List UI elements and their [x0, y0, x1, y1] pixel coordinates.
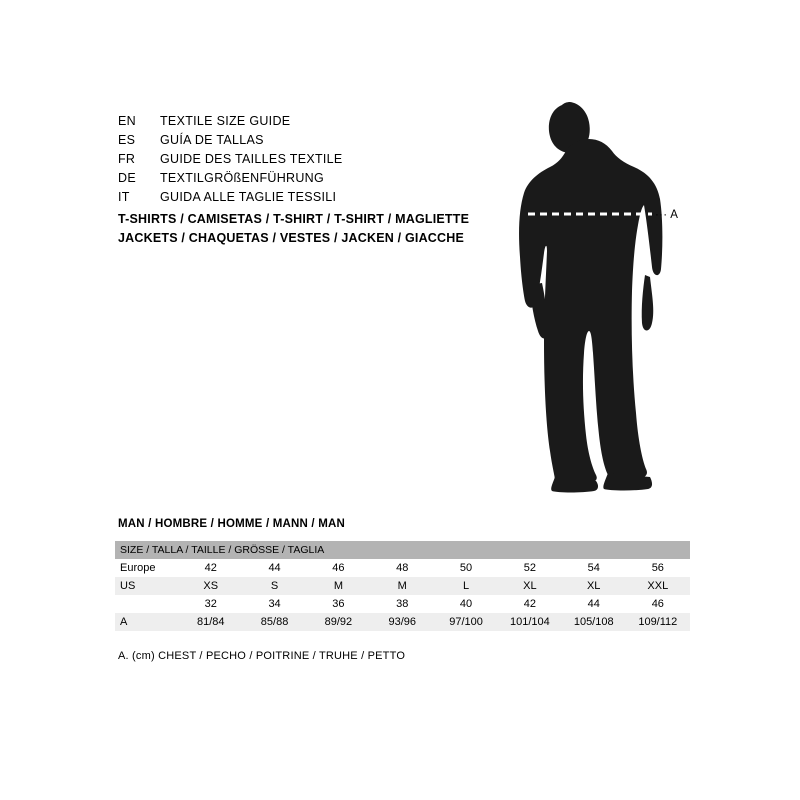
language-row-fr [118, 150, 343, 169]
table-title-man: MAN / HOMBRE / HOMME / MANN / MAN [118, 518, 346, 530]
cell: 109/112 [626, 613, 690, 631]
language-code-es: ES [118, 133, 136, 147]
category-jackets: JACKETS / CHAQUETAS / VESTES / JACKEN / GIACCHE [118, 231, 465, 245]
cell: 34 [243, 595, 307, 613]
cell: 52 [498, 559, 562, 577]
cell: 32 [179, 595, 243, 613]
row-label-europe: Europe [115, 559, 179, 577]
cell: XL [498, 577, 562, 595]
cell: 42 [179, 559, 243, 577]
row-label-a: A [115, 613, 179, 631]
table-row [115, 559, 690, 577]
table-row [115, 577, 690, 595]
cell: L [434, 577, 498, 595]
cell: 48 [370, 559, 434, 577]
cell: 44 [243, 559, 307, 577]
cell: 50 [434, 559, 498, 577]
row-label-us: US [115, 577, 179, 595]
row-label-us-numeric [115, 595, 179, 613]
cell: 89/92 [306, 613, 370, 631]
cell: S [243, 577, 307, 595]
language-text-en: TEXTILE SIZE GUIDE [160, 114, 291, 128]
cell: 40 [434, 595, 498, 613]
table-header-label: SIZE / TALLA / TAILLE / GRÖSSE / TAGLIA [115, 541, 690, 559]
cell: M [370, 577, 434, 595]
cell: XL [562, 577, 626, 595]
cell: 97/100 [434, 613, 498, 631]
language-text-de: TEXTILGRÖßENFÜHRUNG [160, 171, 325, 185]
table-row [115, 613, 690, 631]
cell: 44 [562, 595, 626, 613]
cell: 42 [498, 595, 562, 613]
language-text-it: GUIDA ALLE TAGLIE TESSILI [160, 190, 337, 204]
language-text-es: GUÍA DE TALLAS [160, 133, 264, 147]
language-code-en: EN [118, 114, 136, 128]
language-row-de [118, 169, 343, 188]
cell: 81/84 [179, 613, 243, 631]
cell: 105/108 [562, 613, 626, 631]
table-footnote: A. (cm) CHEST / PECHO / POITRINE / TRUHE / PETTO [118, 650, 406, 662]
cell: XXL [626, 577, 690, 595]
cell: 46 [306, 559, 370, 577]
cell: M [306, 577, 370, 595]
cell: 101/104 [498, 613, 562, 631]
category-headings [118, 210, 469, 248]
language-row-it [118, 188, 343, 207]
language-code-it: IT [118, 190, 130, 204]
cell: 93/96 [370, 613, 434, 631]
language-code-de: DE [118, 171, 136, 185]
cell: 56 [626, 559, 690, 577]
table-header-row [115, 541, 690, 559]
cell: XS [179, 577, 243, 595]
language-row-en [118, 112, 343, 131]
cell: 38 [370, 595, 434, 613]
language-row-es [118, 131, 343, 150]
language-list [118, 112, 343, 207]
cell: 46 [626, 595, 690, 613]
table-row [115, 595, 690, 613]
language-code-fr: FR [118, 152, 136, 166]
man-silhouette-figure [500, 95, 710, 505]
measure-label-a: ··· A [655, 209, 679, 221]
size-table [115, 541, 690, 631]
cell: 36 [306, 595, 370, 613]
category-tshirts: T-SHIRTS / CAMISETAS / T-SHIRT / T-SHIRT / MAGLIETTE [118, 212, 470, 226]
cell: 85/88 [243, 613, 307, 631]
language-text-fr: GUIDE DES TAILLES TEXTILE [160, 152, 343, 166]
cell: 54 [562, 559, 626, 577]
